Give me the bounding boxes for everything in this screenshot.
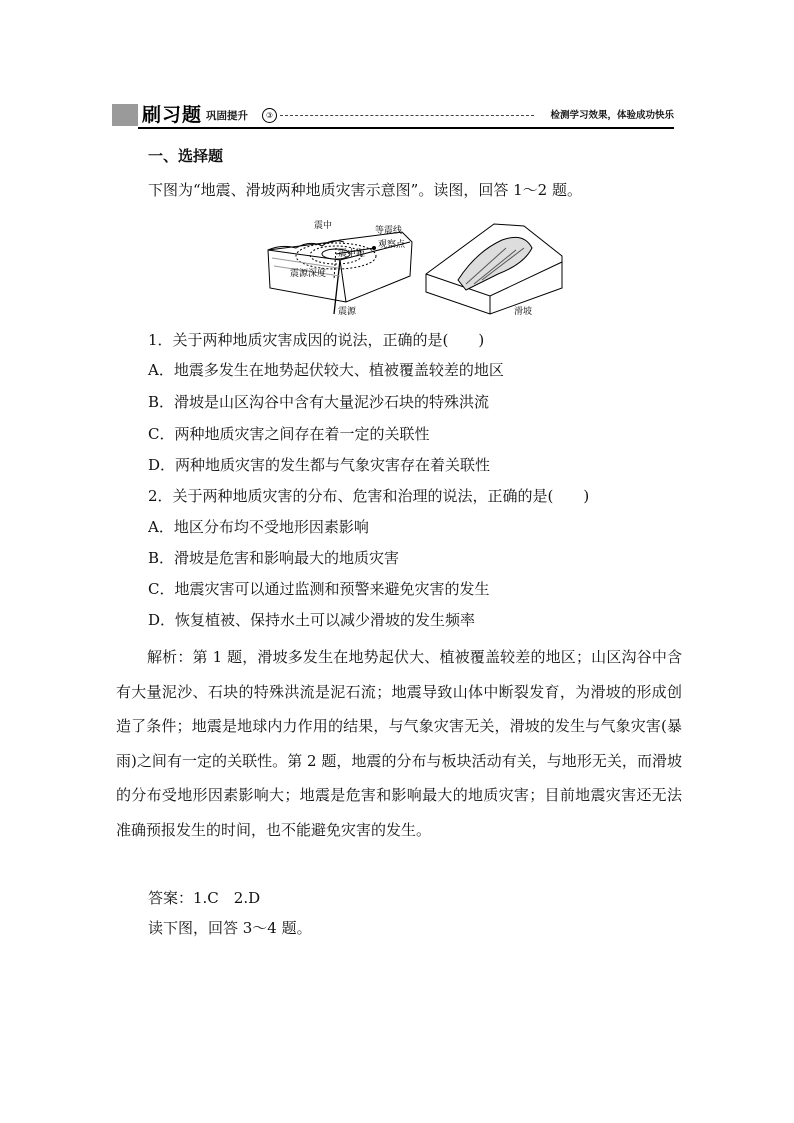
label-epicenter: 震中	[314, 221, 333, 231]
label-isoseismal: 等震线	[375, 226, 403, 236]
label-focus: 震源	[338, 307, 357, 317]
label-focal-depth: 震源深度	[290, 269, 327, 279]
answer-line: 答案：1.C 2.D	[148, 889, 261, 907]
question-2-option-d: D．恢复植被、保持水土可以减少滑坡的发生频率	[148, 611, 476, 629]
landslide-block	[426, 224, 562, 314]
header-right-text: 检测学习效果，体验成功快乐	[550, 110, 674, 121]
section-header	[112, 104, 674, 128]
question-1-option-d: D．两种地质灾害的发生都与气象灾害存在着关联性	[148, 456, 491, 474]
question-2-option-b: B．滑坡是危害和影响最大的地质灾害	[148, 549, 400, 567]
diagram-svg	[262, 218, 580, 318]
analysis-paragraph: 解析：第 1 题，滑坡多发生在地势起伏大、植被覆盖较差的地区；山区沟谷中含有大量泥沙、石块的特殊洪流是泥石流；地震导致山体中断裂发育，为滑坡的形成创造了条件；地震是地球内力作用的结果，与气象灾害无关，滑坡的发生与气象灾害(暴雨)之间有一定的关联性。第 2 题，地震的分布与板块活动有关，与地形无关，而滑坡的分布受地形因素影响大；地震是危害和影响最大的地质灾害；目前地震灾害还无法准确预报发生的时间，也不能避免灾害的发生。	[116, 648, 682, 839]
header-subtitle: 巩固提升	[206, 110, 248, 122]
label-observation: 观察点	[378, 240, 406, 250]
label-landslide: 滑坡	[514, 307, 533, 317]
next-intro: 读下图，回答 3～4 题。	[148, 919, 312, 937]
header-title: 刷习题	[142, 104, 203, 126]
header-gray-tab	[112, 104, 138, 126]
section-title: 一、选择题	[148, 147, 224, 165]
header-circle-number: ③	[262, 108, 277, 123]
label-epicentral-distance: 震中距	[338, 249, 366, 259]
question-2-option-a: A．地区分布均不受地形因素影响	[148, 518, 369, 536]
question-1-option-a: A．地震多发生在地势起伏较大、植被覆盖较差的地区	[148, 361, 504, 379]
question-1-option-b: B．滑坡是山区沟谷中含有大量泥沙石块的特殊洪流	[148, 393, 490, 411]
header-dashed-line	[280, 115, 534, 116]
disaster-diagram	[262, 218, 580, 318]
intro-text: 下图为“地震、滑坡两种地质灾害示意图”。读图，回答 1～2 题。	[148, 181, 582, 199]
header-rule	[138, 127, 674, 129]
question-1-option-c: C．两种地质灾害之间存在着一定的关联性	[148, 425, 430, 443]
question-1-stem: 1．关于两种地质灾害成因的说法，正确的是( )	[148, 331, 485, 349]
question-2-stem: 2．关于两种地质灾害的分布、危害和治理的说法，正确的是( )	[148, 487, 590, 505]
question-2-option-c: C．地震灾害可以通过监测和预警来避免灾害的发生	[148, 580, 490, 598]
